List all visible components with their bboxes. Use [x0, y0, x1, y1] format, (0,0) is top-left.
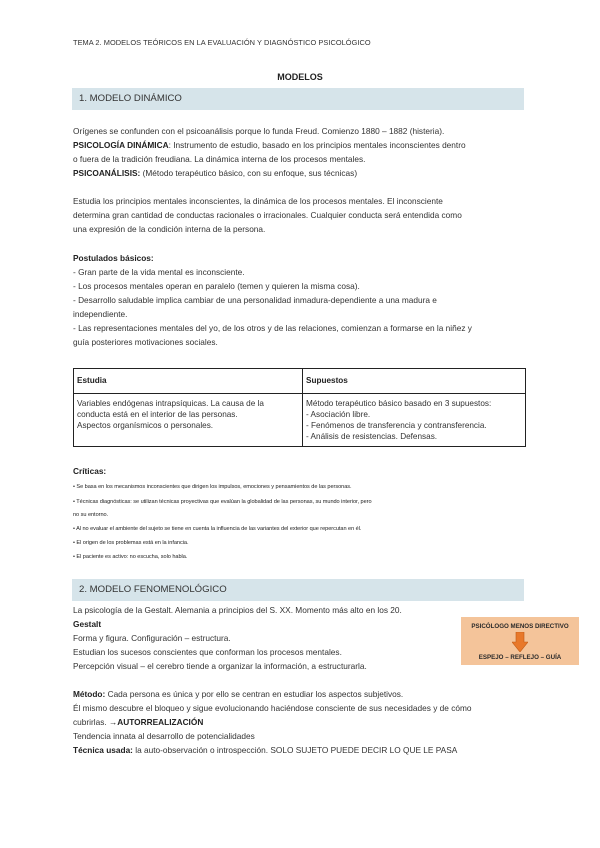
gestalt-intro-line: La psicología de la Gestalt. Alemania a principios del S. XX. Momento más alto en los 20. — [73, 605, 402, 615]
section-heading-fenomenologico — [72, 579, 524, 601]
psicologo-directivo-box — [461, 617, 579, 665]
gestalt-line: Forma y figura. Configuración – estructura. — [73, 633, 231, 643]
psicologia-dinamica-line — [73, 140, 466, 151]
table-cell-line: - Análisis de resistencias. Defensas. — [306, 432, 438, 441]
table-cell-supuestos — [303, 394, 526, 447]
estudia-paragraph-line-3: una expresión de la condición interna de la persona. — [73, 224, 266, 234]
critica-item: • Se basa en los mecanismos inconscientes que dirigen los impulsos, emociones y pensamientos de las personas. — [73, 484, 352, 490]
psicologia-dinamica-label: PSICOLOGÍA DINÁMICA — [73, 140, 169, 150]
section-heading-label: 1. MODELO DINÁMICO — [79, 93, 182, 104]
postulado-item: - Desarrollo saludable implica cambiar de una personalidad inmadura-dependiente a una madura e — [73, 295, 437, 305]
table-cell-line: Variables endógenas intrapsíquicas. La causa de la — [77, 399, 264, 408]
critica-item: • Al no evaluar el ambiente del sujeto se tiene en cuenta la influencia de las variantes del exterior que repercutan en él. — [73, 526, 362, 532]
postulados-title: Postulados básicos: — [73, 253, 154, 263]
box-bottom-text: ESPEJO – REFLEJO – GUÍA — [478, 654, 562, 661]
table-cell-line: Aspectos organísmicos o personales. — [77, 421, 214, 430]
metodo-text: Cada persona es única y por ello se centran en estudiar los aspectos subjetivos. — [105, 689, 404, 699]
psicoanalisis-text: (Método terapéutico básico, con su enfoque, sus técnicas) — [140, 168, 358, 178]
table-cell-line: - Fenómenos de transferencia y contransferencia. — [306, 421, 487, 430]
table-cell-line: - Asociación libre. — [306, 410, 371, 419]
table-cell-estudia — [74, 394, 303, 447]
table-header-row — [74, 369, 526, 394]
postulado-item: guía posteriores motivaciones sociales. — [73, 337, 218, 347]
metodo-line — [73, 689, 403, 700]
gestalt-line: Estudian los sucesos conscientes que conforman los procesos mentales. — [73, 647, 342, 657]
postulado-item: - Los procesos mentales operan en paralelo (temen y quieren la misma cosa). — [73, 281, 360, 291]
postulado-item: - Las representaciones mentales del yo, de los otros y de las relaciones, comienzan a formarse en la niñez y — [73, 323, 472, 333]
table-row — [74, 394, 526, 447]
gestalt-line: Percepción visual – el cerebro tiende a organizar la información, a estructurarla. — [73, 661, 367, 671]
critica-item: no su entorno. — [73, 512, 109, 518]
estudia-paragraph-line-1: Estudia los principios mentales inconscientes, la dinámica de los procesos mentales. El inconsciente — [73, 196, 443, 206]
autorrealizacion-label: →AUTORREALIZACIÓN — [108, 717, 204, 727]
psicoanalisis-line — [73, 168, 357, 179]
psicologia-dinamica-text: : Instrumento de estudio, basado en los principios mentales inconscientes dentro — [168, 140, 466, 150]
tecnica-text: la auto-observación o introspección. SOLO SUJETO PUEDE DECIR LO QUE LE PASA — [132, 745, 458, 755]
tecnica-line — [73, 745, 457, 756]
critica-item: • El paciente es activo: no escucha, solo habla. — [73, 554, 188, 560]
table-header-estudia: Estudia — [74, 369, 303, 394]
table-cell-line: conducta está en el interior de las personas. — [77, 410, 238, 419]
box-top-text: PSICÓLOGO MENOS DIRECTIVO — [471, 623, 569, 630]
document-title: MODELOS — [277, 72, 323, 82]
bloqueo-line-1: Él mismo descubre el bloqueo y sigue evolucionando haciéndose consciente de sus necesidades y de cómo — [73, 703, 472, 713]
section-heading-dinamico — [72, 88, 524, 110]
postulado-item: independiente. — [73, 309, 128, 319]
criticas-title: Críticas: — [73, 466, 107, 476]
critica-item: • El origen de los problemas está en la infancia. — [73, 540, 189, 546]
psicologia-dinamica-line-2: o fuera de la tradición freudiana. La dinámica interna de los procesos mentales. — [73, 154, 366, 164]
table-cell-line: Método terapéutico básico basado en 3 supuestos: — [306, 399, 492, 408]
estudia-supuestos-table — [73, 368, 526, 447]
estudia-paragraph-line-2: determina gran cantidad de conductas racionales o irracionales. Cualquier conducta será entendida como — [73, 210, 462, 220]
gestalt-label: Gestalt — [73, 619, 102, 629]
critica-item: • Técnicas diagnósticas: se utilizan técnicas proyectivas que evalúan la globalidad de las personas, su mundo interior, pero — [73, 499, 372, 505]
table-header-supuestos: Supuestos — [303, 369, 526, 394]
origins-line: Orígenes se confunden con el psicoanálisis porque lo funda Freud. Comienzo 1880 – 1882 (histeria). — [73, 126, 445, 136]
tendencia-line: Tendencia innata al desarrollo de potencialidades — [73, 731, 255, 741]
psicoanalisis-label: PSICOANÁLISIS: — [73, 168, 141, 178]
postulado-item: - Gran parte de la vida mental es inconsciente. — [73, 267, 245, 277]
bloqueo-line-2 — [73, 717, 203, 728]
section-heading-label: 2. MODELO FENOMENOLÓGICO — [79, 584, 227, 595]
bloqueo-text: cubrirlas. — [73, 717, 109, 727]
down-arrow-icon — [512, 632, 528, 652]
running-header: TEMA 2. MODELOS TEÓRICOS EN LA EVALUACIÓN Y DIAGNÓSTICO PSICOLÓGICO — [73, 38, 371, 47]
tecnica-label: Técnica usada: — [73, 745, 133, 755]
metodo-label: Método: — [73, 689, 106, 699]
